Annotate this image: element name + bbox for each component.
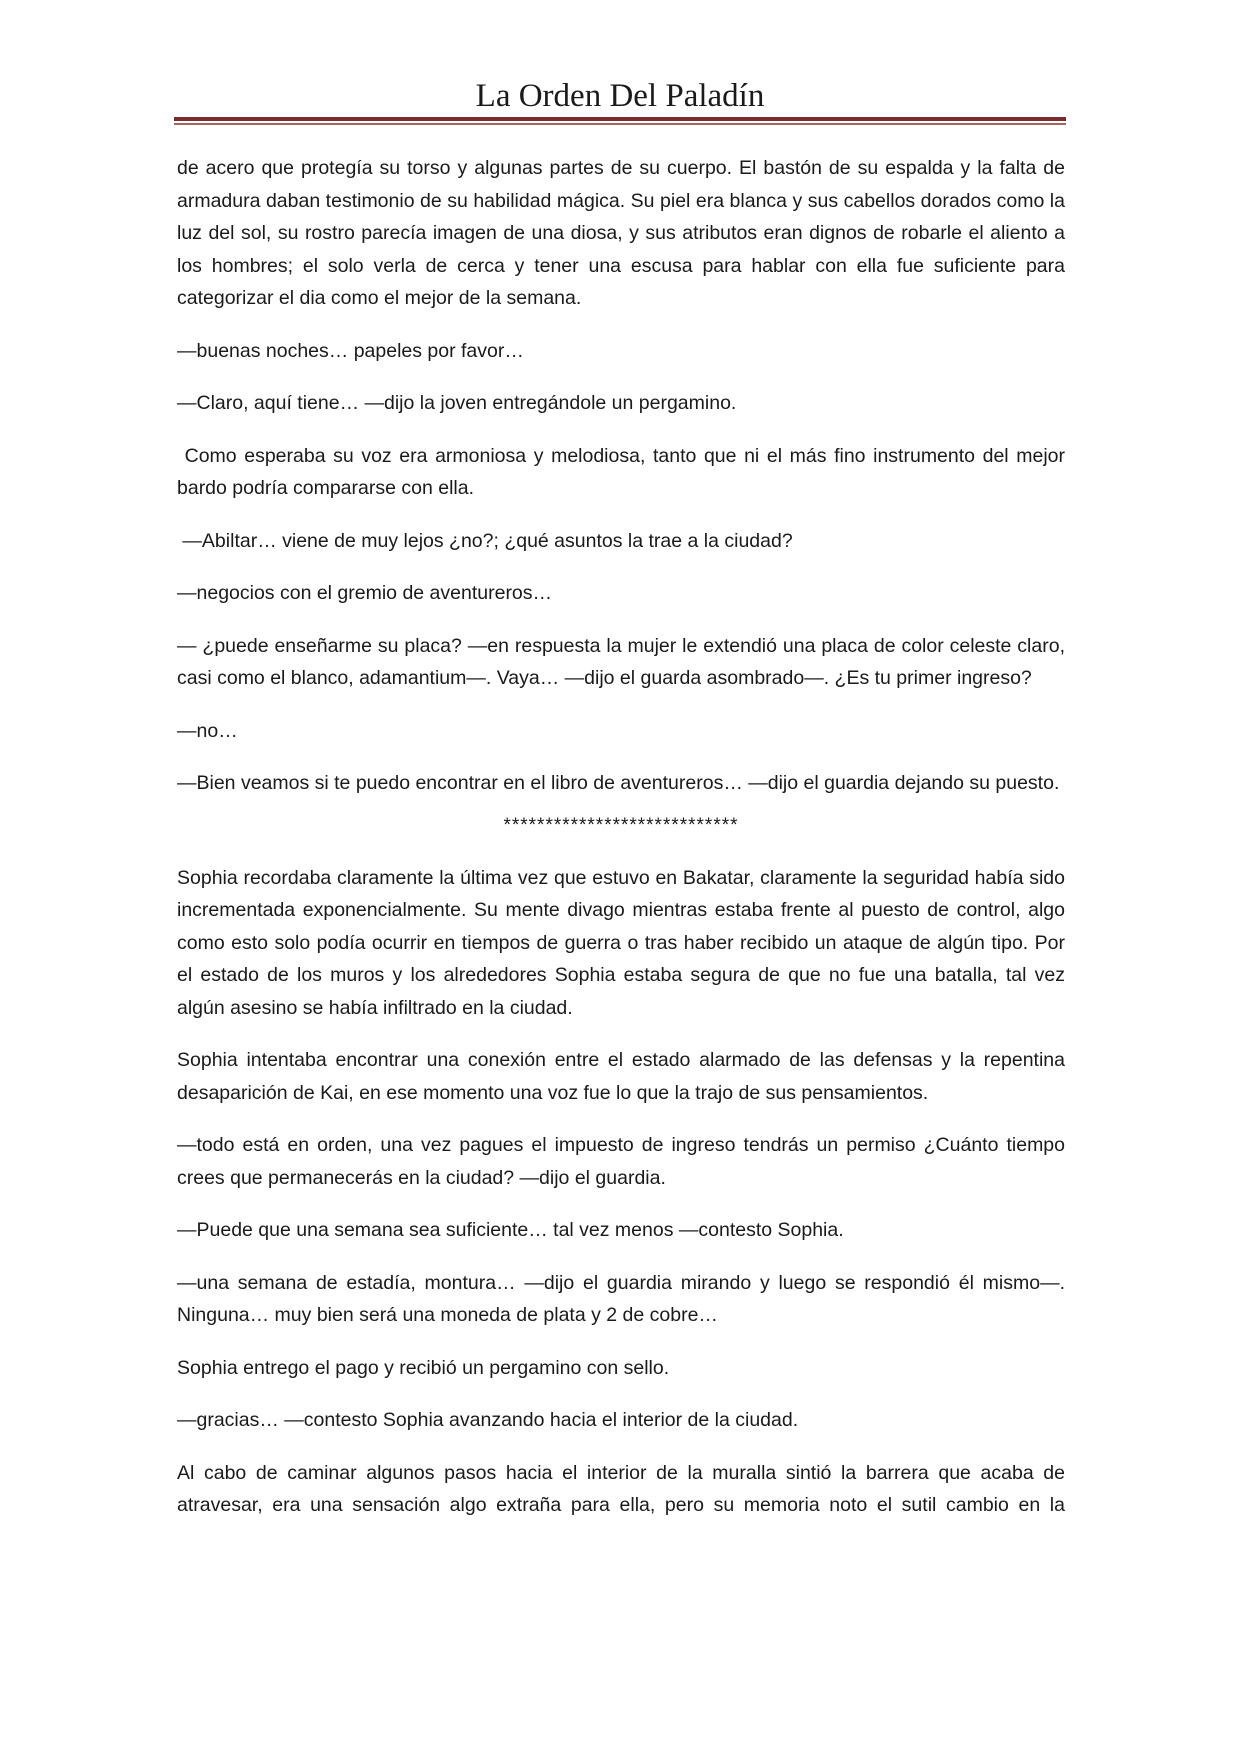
paragraph-12: —todo está en orden, una vez pagues el impuesto de ingreso tendrás un permiso ¿Cuánto tiempo crees que permanecerás en la ciudad? —dijo el guardia. — [177, 1134, 1065, 1189]
page-header — [174, 70, 1066, 122]
header-divider-thin-line — [174, 123, 1066, 125]
paragraph-15: Sophia entrego el pago y recibió un pergamino con sello. — [177, 1356, 670, 1379]
paragraph-4: Como esperaba su voz era armoniosa y melodiosa, tanto que ni el más fino instrumento del mejor bardo podría compararse con ella. — [177, 444, 1071, 499]
paragraph-8: —no… — [177, 719, 238, 742]
paragraph-17: Al cabo de caminar algunos pasos hacia el interior de la muralla sintió la barrera que acaba de atravesar, era una sensación algo extraña para ella, pero su memoria noto el sutil cambio en la — [177, 1461, 1065, 1516]
paragraph-16: —gracias… —contesto Sophia avanzando hacia el interior de la ciudad. — [177, 1409, 799, 1431]
paragraph-7: — ¿puede enseñarme su placa? —en respuesta la mujer le extendió una placa de color celeste claro, casi como el blanco, adamantium—. Vaya… —dijo el guarda asombrado—. ¿Es tu primer ingreso? — [177, 634, 1065, 689]
paragraph-13: —Puede que una semana sea suficiente… tal vez menos —contesto Sophia. — [177, 1219, 844, 1241]
paragraph-1: de acero que protegía su torso y algunas partes de su cuerpo. El bastón de su espalda y la falta de armadura daban testimonio de su habilidad mágica. Su piel era blanca y sus cabellos dorados como la luz del sol, su rostro parecía imagen de una diosa, y sus atributos eran dignos de robarle el aliento a los hombres; el solo verla de cerca y tener una escusa para hablar con ella fue suficiente para categorizar el dia como el mejor de la semana. — [177, 157, 1065, 309]
scene-separator: **************************** — [503, 814, 739, 836]
paragraph-2: —buenas noches… papeles por favor… — [177, 339, 524, 362]
page-title: La Orden Del Paladín — [475, 78, 765, 114]
header-divider-thick-line — [174, 117, 1066, 121]
paragraph-6: —negocios con el gremio de aventureros… — [177, 582, 553, 604]
paragraph-14: —una semana de estadía, montura… —dijo el guardia mirando y luego se respondió él mismo—. Ninguna… muy bien será una moneda de plata y 2 de cobre… — [177, 1271, 1065, 1326]
header-divider — [174, 117, 1066, 125]
paragraph-10: Sophia recordaba claramente la última vez que estuvo en Bakatar, claramente la seguridad había sido incrementada exponencialmente. Su mente divago mientras estaba frente al puesto de control, algo como esto solo podía ocurrir en tiempos de guerra o tras haber recibido un ataque de algún tipo. Por el estado de los muros y los alrededores Sophia estaba segura de que no fue una batalla, tal vez algún asesino se había infiltrado en la ciudad. — [177, 866, 1065, 1019]
page-body — [177, 152, 1071, 1542]
paragraph-9: —Bien veamos si te puedo encontrar en el libro de aventureros… —dijo el guardia dejando su puesto. — [177, 772, 1060, 794]
paragraph-11: Sophia intentaba encontrar una conexión entre el estado alarmado de las defensas y la repentina desaparición de Kai, en ese momento una voz fue lo que la trajo de sus pensamientos. — [177, 1049, 1065, 1104]
paragraph-5: —Abiltar… viene de muy lejos ¿no?; ¿qué asuntos la trae a la ciudad? — [177, 529, 793, 552]
paragraph-3: —Claro, aquí tiene… —dijo la joven entregándole un pergamino. — [177, 392, 737, 414]
